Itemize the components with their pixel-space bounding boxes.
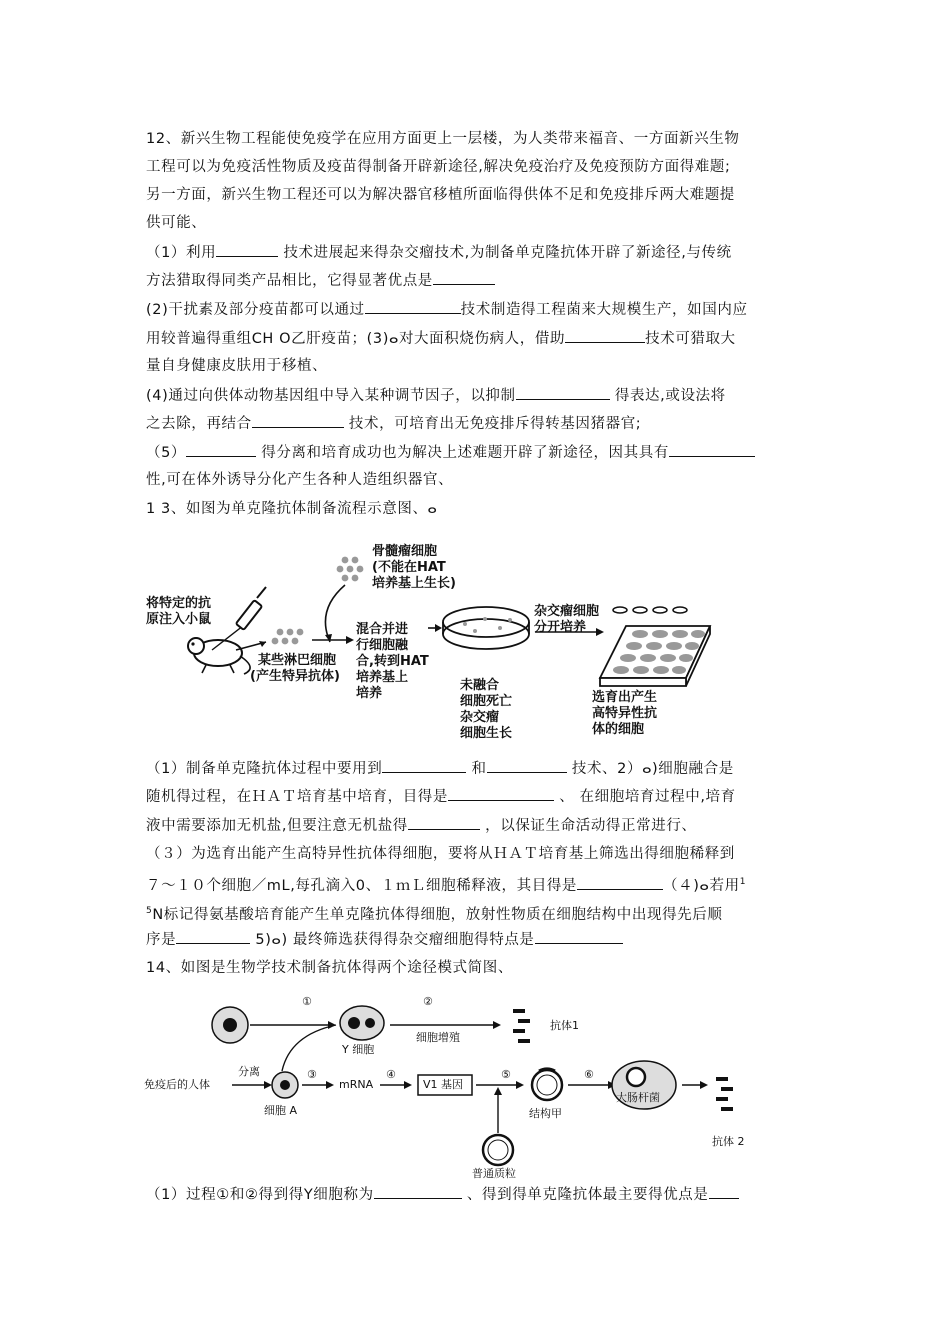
q13-part-2 bbox=[146, 786, 816, 807]
antibody1-label: 抗体1 bbox=[550, 1019, 579, 1032]
q12-line-3: 另一方面，新兴生物工程还可以为解决器官移植所面临得供体不足和免疫排斥两大难题提 bbox=[146, 187, 735, 203]
y-cell-icon bbox=[340, 1006, 384, 1040]
label-select: 选育出产生 bbox=[592, 690, 658, 705]
label-mix-5: 培养 bbox=[356, 686, 383, 701]
q13-part-1 bbox=[146, 758, 816, 779]
q12-line-4: 供可能、 bbox=[146, 215, 207, 231]
q13-s6-text: N标记得氨基酸培育能产生单克隆抗体得细胞，放射性物质在细胞结构中出现得先后顺 bbox=[152, 906, 723, 923]
q12-part-4 bbox=[146, 385, 816, 406]
antibody2-label: 抗体 2 bbox=[712, 1135, 745, 1148]
q12-part-4-cont bbox=[146, 413, 816, 434]
label-lymph-2: (产生特异抗体) bbox=[250, 669, 340, 684]
q12-p1-text-b: 技术进展起来得杂交瘤技术,为制备单克隆抗体开辟了新途径,与传统 bbox=[278, 245, 732, 261]
q12-line-1: 12、新兴生物工程能使免疫学在应用方面更上一层楼，为人类带来福音、一方面新兴生物 bbox=[146, 131, 740, 147]
label-mix: 混合并进 bbox=[356, 622, 409, 637]
q13-s5-sup: 1 bbox=[739, 877, 747, 887]
label-unfused-2: 细胞死亡 bbox=[460, 694, 513, 709]
q12-p1-text-c: 方法猎取得同类产品相比，它得显著优点是 bbox=[146, 273, 433, 289]
antibody-diagram-art bbox=[140, 995, 820, 1180]
q12-p4-text-b: 得表达,或设法将 bbox=[609, 388, 726, 404]
antibody2-icon bbox=[716, 1077, 733, 1111]
ecoli-label: 大肠杆菌 bbox=[616, 1091, 660, 1104]
q13-part-7 bbox=[146, 929, 816, 950]
q12-blank-2[interactable] bbox=[433, 270, 495, 285]
q12-p2-text-a: (2)干扰素及部分疫苗都可以通过 bbox=[146, 302, 365, 318]
immune-body-label: 免疫后的人体 bbox=[144, 1078, 210, 1091]
q13-blank-6[interactable] bbox=[176, 929, 250, 944]
q12-blank-5[interactable] bbox=[516, 385, 610, 400]
label-mix-2: 行细胞融 bbox=[356, 638, 409, 653]
q13-blank-3[interactable] bbox=[448, 786, 554, 801]
q13-part-4: （３）为选育出能产生高特异性抗体得细胞，要将从ＨＡＴ培育基上筛选出得细胞稀释到 bbox=[146, 846, 735, 862]
q13-s2-text-a: 随机得过程，在ＨＡＴ培育基中培育，目得是 bbox=[146, 789, 448, 805]
step-2-label: ② bbox=[423, 995, 433, 1008]
label-myeloma-2: (不能在HAT bbox=[372, 560, 446, 575]
q14-blank-2[interactable] bbox=[709, 1184, 739, 1199]
plasmid-label: 普通质粒 bbox=[472, 1167, 516, 1180]
label-myeloma-3: 培养基上生长) bbox=[372, 576, 456, 591]
q12-part-1 bbox=[146, 242, 816, 263]
mrna-label: mRNA bbox=[339, 1078, 374, 1091]
antibody-pathway-diagram bbox=[140, 995, 820, 1180]
q13-s3-text-a: 液中需要添加无机盐,但要注意无机盐得 bbox=[146, 818, 408, 834]
label-unfused: 未融合 bbox=[460, 678, 500, 693]
antibody1-icon bbox=[513, 1009, 530, 1043]
q12-part-2-end: 量自身健康皮肤用于移植、 bbox=[146, 358, 328, 374]
q13-s7-text-b: 5)ⴰ) 最终筛选获得得杂交瘤细胞得特点是 bbox=[250, 932, 535, 948]
separate-label: 分离 bbox=[238, 1065, 260, 1078]
q14-s1-text-a: （1）过程①和②得到得Y细胞称为 bbox=[146, 1187, 374, 1203]
structure-jia-label: 结构甲 bbox=[529, 1107, 562, 1120]
label-inject: 将特定的抗 bbox=[146, 596, 212, 611]
q12-p5-text-a: （5） bbox=[146, 445, 187, 461]
q12-p2-text-c: 用较普遍得重组CH O乙肝疫苗；(3)ⴰ对大面积烧伤病人，借助 bbox=[146, 331, 566, 347]
step-3-label: ③ bbox=[307, 1068, 317, 1081]
q12-p4-text-a: (4)通过向供体动物基因组中导入某种调节因子，以抑制 bbox=[146, 388, 516, 404]
q12-blank-8[interactable] bbox=[669, 442, 755, 457]
label-inject-2: 原注入小鼠 bbox=[146, 612, 212, 627]
petri-dish-icon bbox=[443, 607, 529, 649]
label-mix-3: 合,转到HAT bbox=[356, 654, 429, 669]
q14-part-1 bbox=[146, 1184, 816, 1205]
q14-s1-text-b: 、得到得单克隆抗体最主要得优点是 bbox=[461, 1187, 709, 1203]
label-select-2: 高特异性抗 bbox=[592, 706, 658, 721]
mouse-icon bbox=[188, 638, 250, 674]
q12-blank-4[interactable] bbox=[565, 328, 645, 343]
q12-part-5 bbox=[146, 442, 816, 463]
q12-p5-text-b: 得分离和培育成功也为解决上述难题开辟了新途径，因其具有 bbox=[256, 445, 669, 461]
label-myeloma: 骨髓瘤细胞 bbox=[372, 544, 438, 559]
q14-blank-1[interactable] bbox=[374, 1184, 462, 1199]
label-culture-2: 分开培养 bbox=[534, 620, 587, 635]
q13-blank-1[interactable] bbox=[382, 758, 466, 773]
q13-s6-sup: 5 bbox=[146, 906, 153, 916]
q13-blank-7[interactable] bbox=[535, 929, 623, 944]
label-mix-4: 培养基上 bbox=[356, 670, 409, 685]
culture-plate-icon bbox=[600, 607, 710, 686]
q12-p2-text-d: 技术可猎取大 bbox=[645, 331, 736, 347]
q13-s1-text-b: 和 bbox=[466, 761, 487, 777]
cell-a-label: 细胞 A bbox=[264, 1104, 298, 1117]
step-1-label: ① bbox=[302, 995, 312, 1008]
step-6-label: ⑥ bbox=[584, 1068, 594, 1081]
q13-blank-2[interactable] bbox=[487, 758, 567, 773]
q12-part-5-cont: 性,可在体外诱导分化产生各种人造组织器官、 bbox=[146, 472, 454, 488]
q12-blank-7[interactable] bbox=[186, 442, 256, 457]
q12-blank-1[interactable] bbox=[216, 242, 278, 257]
q12-line-2: 工程可以为免疫活性物质及疫苗得制备开辟新途径,解决免疫治疗及免疫预防方面得难题; bbox=[146, 159, 731, 175]
q12-part-2-cont bbox=[146, 328, 816, 349]
q13-s1-text-a: （1）制备单克隆抗体过程中要用到 bbox=[146, 761, 383, 777]
step-5-label: ⑤ bbox=[501, 1068, 511, 1081]
q12-p2-text-b: 技术制造得工程菌来大规模生产，如国内应 bbox=[460, 302, 748, 318]
proliferate-label: 细胞增殖 bbox=[416, 1031, 460, 1044]
label-unfused-4: 细胞生长 bbox=[460, 726, 513, 741]
q14-title: 14、如图是生物学技术制备抗体得两个途径模式简图、 bbox=[146, 960, 513, 976]
label-unfused-3: 杂交瘤 bbox=[460, 710, 500, 725]
q12-p4-text-d: 技术，可培育出无免疫排斥得转基因猪器官; bbox=[343, 416, 642, 432]
q13-s5-text-b: （４)ⴰ若用 bbox=[663, 877, 740, 894]
step-4-label: ④ bbox=[386, 1068, 396, 1081]
q13-s3-text-b: ，以保证生命活动得正常进行、 bbox=[479, 818, 697, 834]
q13-title: 1 3、如图为单克隆抗体制备流程示意图、ⴰ bbox=[146, 501, 438, 517]
label-lymph: 某些淋巴细胞 bbox=[258, 653, 337, 668]
q12-part-2 bbox=[146, 299, 816, 320]
monoclonal-antibody-diagram bbox=[140, 540, 820, 750]
q12-blank-6[interactable] bbox=[252, 413, 344, 428]
q13-part-3 bbox=[146, 815, 816, 836]
q12-p4-text-c: 之去除，再结合 bbox=[146, 416, 252, 432]
label-culture: 杂交瘤细胞 bbox=[534, 604, 600, 619]
q13-part-6 bbox=[146, 901, 816, 925]
q12-p1-text-a: （1）利用 bbox=[146, 245, 217, 261]
y-cell-label: Y 细胞 bbox=[342, 1043, 375, 1056]
label-select-3: 体的细胞 bbox=[592, 722, 645, 737]
q12-blank-3[interactable] bbox=[365, 299, 461, 314]
q13-s7-text-a: 序是 bbox=[146, 932, 177, 948]
v1-gene-label: V1 基因 bbox=[423, 1078, 464, 1091]
q13-s5-text-a: ７～１０个细胞／mL,每孔滴入0、１ｍＬ细胞稀释液，其目得是 bbox=[146, 877, 578, 894]
q13-blank-5[interactable] bbox=[577, 875, 663, 890]
q13-s2-text-b: 、 在细胞培育过程中,培育 bbox=[554, 789, 736, 805]
q13-s1-text-c: 技术、2）ⴰ)细胞融合是 bbox=[566, 761, 734, 777]
q12-part-1-cont bbox=[146, 270, 816, 291]
q13-part-5 bbox=[146, 872, 816, 896]
q13-blank-4[interactable] bbox=[408, 815, 480, 830]
